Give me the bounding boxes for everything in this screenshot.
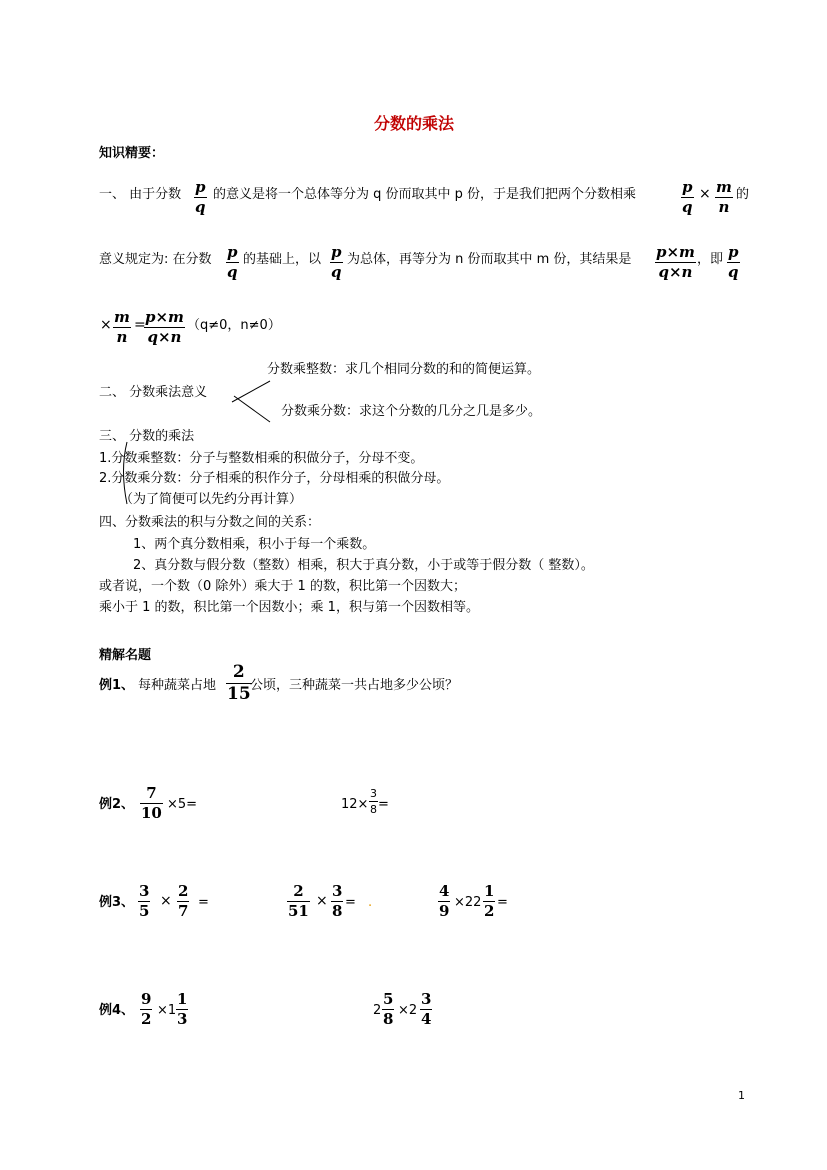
sec1-line2-d: ，即: [697, 252, 724, 267]
denominator: 8: [332, 902, 343, 920]
example-2-label: [99, 798, 134, 811]
ex3-c-eq: =: [497, 895, 508, 910]
numerator: 1: [177, 990, 188, 1008]
sec4-item-2: 2、真分数与假分数（整数）相乘，积大于真分数，小于或等于假分数（ 整数）。: [133, 558, 594, 573]
numerator: 7: [146, 784, 157, 802]
example-label: 例2: [99, 797, 122, 812]
fraction-3-over-4: [420, 992, 432, 1027]
example-label: 例3: [99, 895, 122, 910]
denominator: q: [682, 198, 693, 216]
example-4-label: [99, 1004, 134, 1017]
fraction-p-over-q: [194, 180, 207, 215]
sec1-line1-c: 的: [736, 187, 750, 202]
denominator: q: [728, 263, 739, 281]
example-label: 例1: [99, 678, 122, 693]
numerator: p×m: [145, 308, 184, 326]
numerator: 3: [332, 882, 343, 900]
fraction-2-over-15: [226, 664, 252, 703]
ex4-b-mid: ×2: [398, 1003, 418, 1018]
sec1-line1-a: 一、 由于分数: [99, 187, 182, 202]
denominator: 5: [139, 902, 150, 920]
ex2-b-eq: =: [378, 797, 389, 812]
numerator: p: [195, 178, 206, 196]
ex4-a-mid: ×1: [157, 1003, 177, 1018]
denominator: q: [331, 263, 342, 281]
example-1-label: [99, 679, 134, 692]
sec4-line-4: 乘小于 1 的数，积比第一个因数小；乘 1，积与第一个因数相等。: [99, 600, 479, 615]
fraction-3-over-8-b: [331, 884, 343, 919]
page-number: 1: [738, 1089, 745, 1102]
numerator: 2: [293, 882, 304, 900]
fraction-7-over-10: [140, 786, 163, 821]
ex3-c-mid: ×22: [454, 895, 482, 910]
denominator: 8: [383, 1010, 394, 1028]
numerator: 9: [141, 990, 152, 1008]
denominator: 51: [288, 902, 309, 920]
sec1-line2-c: 为总体，再等分为 n 份而取其中 m 份，其结果是: [347, 252, 632, 267]
fraction-2-over-7: [177, 884, 189, 919]
separator: 、: [121, 678, 135, 693]
separator: 、: [121, 797, 135, 812]
equals-sign: =: [134, 317, 146, 333]
numerator: 3: [421, 990, 432, 1008]
numerator: 2: [178, 882, 189, 900]
fraction-1-over-2: [483, 884, 495, 919]
ex1-text-a: 每种蔬菜占地: [138, 678, 217, 693]
numerator: m: [716, 178, 732, 196]
numerator: p: [682, 178, 693, 196]
stray-dot: .: [368, 895, 373, 910]
numerator: 2: [232, 662, 245, 682]
sec3-item-2: 2.分数乘分数：分子相乘的积作分子，分母相乘的积做分母。: [99, 471, 450, 486]
denominator: 15: [227, 684, 251, 704]
denominator: n: [718, 198, 730, 216]
separator: 、: [121, 1003, 135, 1018]
knowledge-heading: 知识精要：: [99, 146, 165, 161]
denominator: 2: [484, 902, 495, 920]
sec1-line2-a: 意义规定为: 在分数: [99, 252, 212, 267]
sec3-item-1: 1.分数乘整数：分子与整数相乘的积做分子，分母不变。: [99, 451, 424, 466]
denominator: 7: [178, 902, 189, 920]
numerator: m: [114, 308, 130, 326]
denominator: 9: [439, 902, 450, 920]
denominator: q: [227, 263, 238, 281]
ex2-b-int: 12×: [341, 797, 369, 812]
ex2-a-rest: ×5=: [167, 797, 198, 812]
sec1-line2-b: 的基础上，以: [243, 252, 322, 267]
sec1-condition: （q≠0，n≠0）: [187, 318, 281, 333]
denominator: q×n: [658, 263, 693, 281]
sec1-line1-b: 的意义是将一个总体等分为 q 份而取其中 p 份，于是我们把两个分数相乘: [213, 187, 637, 202]
annotation-arc: [118, 440, 130, 506]
page-title: 分数的乘法: [374, 114, 455, 133]
fraction-1-over-3: [176, 992, 188, 1027]
sec4-line-3: 或者说，一个数（0 除外）乘大于 1 的数，积比第一个因数大；: [99, 579, 466, 594]
numerator: 3: [370, 787, 377, 800]
fraction-3-over-8: [369, 788, 378, 815]
times-sign: ×: [699, 186, 711, 202]
times-sign-4: ×: [316, 893, 328, 909]
fraction-p-over-q-4: [330, 245, 343, 280]
denominator: 3: [177, 1010, 188, 1028]
numerator: 5: [383, 990, 394, 1008]
sec3-heading: 三、 分数的乘法: [99, 429, 195, 444]
fraction-9-over-2: [140, 992, 152, 1027]
numerator: p×m: [656, 243, 695, 261]
denominator: q×n: [147, 328, 182, 346]
denominator: 4: [421, 1010, 432, 1028]
times-sign-3: ×: [160, 893, 172, 909]
sec2-branch-top: 分数乘整数：求几个相同分数的和的简便运算。: [267, 362, 541, 377]
denominator: 8: [370, 803, 377, 816]
denominator: q: [195, 198, 206, 216]
fraction-pm-over-qn-2: [144, 310, 185, 345]
numerator: p: [331, 243, 342, 261]
sec2-label: 二、 分数乘法意义: [99, 385, 208, 400]
numerator: 1: [484, 882, 495, 900]
fraction-p-over-q-2: [681, 180, 694, 215]
fraction-2-over-51: [287, 884, 310, 919]
ex4-b-whole: 2: [373, 1003, 382, 1018]
ex3-a-eq: =: [198, 895, 209, 910]
fraction-m-over-n: [715, 180, 733, 215]
fraction-3-over-5: [138, 884, 150, 919]
denominator: n: [116, 328, 128, 346]
denominator: 10: [141, 804, 162, 822]
sec2-branch-bottom: 分数乘分数：求这个分数的几分之几是多少。: [281, 404, 542, 419]
numerator: 3: [139, 882, 150, 900]
ex3-b-eq: =: [345, 895, 356, 910]
fraction-5-over-8: [382, 992, 394, 1027]
sec4-item-1: 1、两个真分数相乘，积小于每一个乘数。: [133, 537, 376, 552]
numerator: 4: [439, 882, 450, 900]
fraction-m-over-n-2: [113, 310, 131, 345]
branch-lines: [230, 378, 275, 428]
numerator: p: [227, 243, 238, 261]
fraction-pm-over-qn: [655, 245, 696, 280]
example-label: 例4: [99, 1003, 122, 1018]
fraction-4-over-9: [438, 884, 450, 919]
times-sign-2: ×: [100, 317, 112, 333]
ex1-text-b: 公顷，三种蔬菜一共占地多少公顷？: [250, 678, 459, 693]
examples-heading: 精解名题: [99, 648, 152, 663]
sec4-heading: 四、分数乘法的积与分数之间的关系：: [99, 515, 321, 530]
separator: 、: [121, 895, 135, 910]
numerator: p: [728, 243, 739, 261]
denominator: 2: [141, 1010, 152, 1028]
fraction-p-over-q-3: [226, 245, 239, 280]
sec3-note: （为了简便可以先约分再计算）: [120, 492, 303, 507]
example-3-label: [99, 896, 134, 909]
fraction-p-over-q-5: [727, 245, 740, 280]
